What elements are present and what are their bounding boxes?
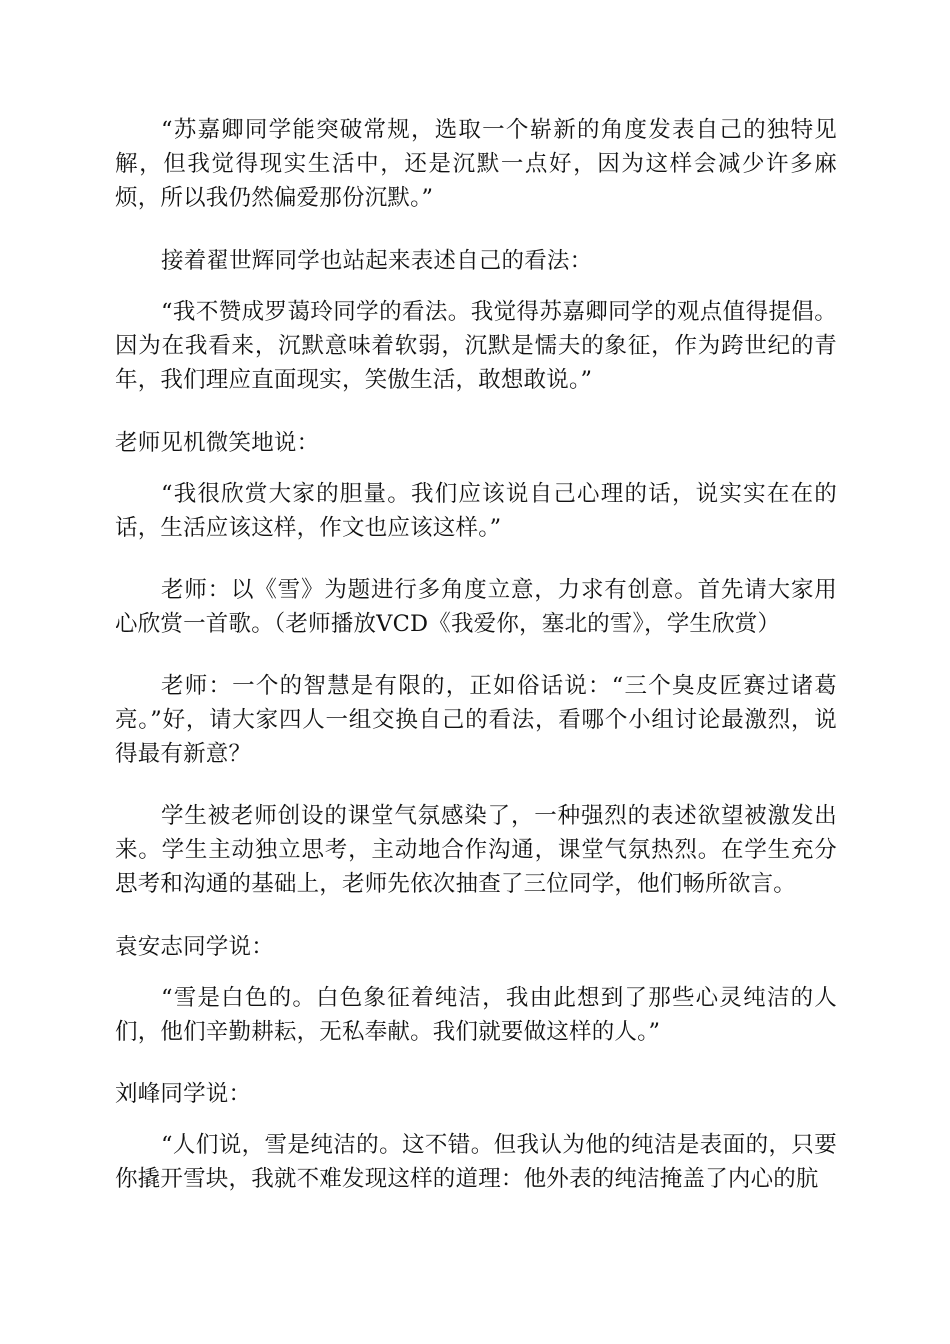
paragraph-zhai-shihui-intro: 接着翟世辉同学也站起来表述自己的看法： [161, 248, 593, 274]
paragraph-quote-teacher-courage: “我很欣赏大家的胆量。我们应该说自己心理的话，说实实在在的话，生活应该这样，作文也应该这样。” [115, 481, 837, 541]
paragraph-quote-yuan-anzhi: “雪是白色的。白色象征着纯洁，我由此想到了那些心灵纯洁的人们，他们辛勤耕耘，无私奉献。我们就要做这样的人。” [115, 985, 837, 1045]
paragraph-yuan-anzhi-intro: 袁安志同学说： [115, 934, 274, 960]
paragraph-students-discussion: 学生被老师创设的课堂气氛感染了，一种强烈的表述欲望被激发出来。学生主动独立思考，主动地合作沟通，课堂气氛热烈。在学生充分思考和沟通的基础上，老师先依次抽查了三位同学，他们畅所欲言。 [115, 803, 837, 897]
paragraph-teacher-snow-topic: 老师：以《雪》为题进行多角度立意，力求有创意。首先请大家用心欣赏一首歌。（老师播放VCD《我爱你，塞北的雪》，学生欣赏） [115, 577, 837, 637]
paragraph-quote-zhai-shihui: “我不赞成罗蔼玲同学的看法。我觉得苏嘉卿同学的观点值得提倡。因为在我看来，沉默意味着软弱，沉默是懦夫的象征，作为跨世纪的青年，我们理应直面现实，笑傲生活，敢想敢说。” [115, 299, 837, 393]
paragraph-quote-liu-feng: “人们说，雪是纯洁的。这不错。但我认为他的纯洁是表面的，只要你撬开雪块，我就不难发现这样的道理：他外表的纯洁掩盖了内心的肮 [115, 1132, 837, 1192]
paragraph-liu-feng-intro: 刘峰同学说： [115, 1081, 252, 1107]
paragraph-teacher-smiles: 老师见机微笑地说： [115, 430, 320, 456]
paragraph-quote-su-jiaqing: “苏嘉卿同学能突破常规，选取一个崭新的角度发表自己的独特见解，但我觉得现实生活中，还是沉默一点好，因为这样会减少许多麻烦，所以我仍然偏爱那份沉默。” [115, 117, 837, 211]
paragraph-teacher-group-discussion: 老师：一个的智慧是有限的，正如俗话说：“三个臭皮匠赛过诸葛亮。”好，请大家四人一组交换自己的看法，看哪个小组讨论最激烈，说得最有新意？ [115, 673, 837, 767]
